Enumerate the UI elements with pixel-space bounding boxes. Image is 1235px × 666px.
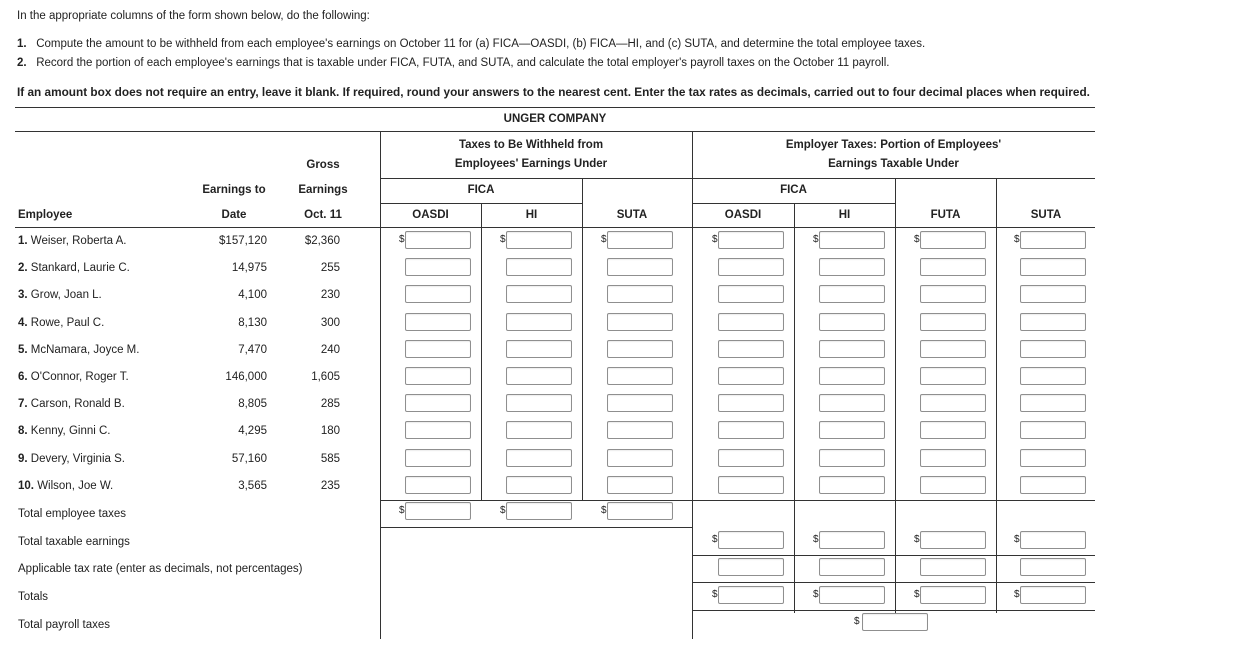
gross-earnings: 300	[320, 317, 340, 329]
er-futa-input[interactable]	[920, 340, 986, 358]
employee-name	[18, 371, 129, 383]
er-suta-taxable-earnings-input[interactable]	[1020, 531, 1086, 549]
er-hi-totals-input[interactable]	[819, 586, 885, 604]
withheld-header-1: Taxes to Be Withheld from	[458, 139, 604, 151]
employee-name-text: McNamara, Joyce M.	[30, 344, 140, 356]
er-hi-taxable-earnings-input[interactable]	[819, 531, 885, 549]
hi-header-withheld: HI	[525, 209, 538, 221]
total-taxable-earnings-label: Total taxable earnings	[18, 536, 130, 548]
employee-number: 2.	[18, 262, 31, 274]
earnings-to-date: 7,470	[238, 344, 267, 356]
ee-hi-input[interactable]	[506, 421, 572, 439]
earnings-to-date: 146,000	[225, 371, 267, 383]
employee-number: 4.	[18, 317, 31, 329]
ee-suta-input[interactable]	[607, 313, 673, 331]
instructions-note: If an amount box does not require an entry, leave it blank. If required, round your answers to the nearest cent. Enter the tax rates as decimals, carried out to four decimal places when required.	[17, 85, 1090, 99]
dollar-sign: $	[399, 505, 405, 516]
employee-name-text: Carson, Ronald B.	[30, 398, 125, 410]
gross-earnings: 1,605	[311, 371, 340, 383]
col-divider-futa	[895, 178, 896, 613]
er-hi-input[interactable]	[819, 340, 885, 358]
total-payroll-taxes-label: Total payroll taxes	[18, 619, 111, 631]
earnings-to-date: 8,130	[238, 317, 267, 329]
er-suta-input[interactable]	[1020, 421, 1086, 439]
oasdi-header-employer: OASDI	[724, 209, 762, 221]
er-suta-input[interactable]	[1020, 231, 1086, 249]
earnings-to-date: 14,975	[231, 262, 267, 274]
employee-name-text: O'Connor, Roger T.	[30, 371, 129, 383]
employee-header: Employee	[18, 209, 73, 221]
ee-oasdi-input[interactable]	[405, 394, 471, 412]
employee-number: 9.	[18, 453, 31, 465]
er-suta-input[interactable]	[1020, 394, 1086, 412]
er-futa-input[interactable]	[920, 313, 986, 331]
er-oasdi-input[interactable]	[718, 313, 784, 331]
er-hi-input[interactable]	[819, 421, 885, 439]
er-hi-input[interactable]	[819, 367, 885, 385]
er-futa-input[interactable]	[920, 421, 986, 439]
ee-oasdi-input[interactable]	[405, 258, 471, 276]
employee-name-text: Weiser, Roberta A.	[30, 235, 127, 247]
ee-oasdi-input[interactable]	[405, 421, 471, 439]
ee-hi-input[interactable]	[506, 394, 572, 412]
top-rule	[15, 107, 1095, 108]
company-rule	[15, 131, 1095, 132]
gross-earnings: 285	[320, 398, 340, 410]
ee-oasdi-input[interactable]	[405, 231, 471, 249]
earnings-to-date: 4,100	[238, 289, 267, 301]
employee-name-text: Kenny, Ginni C.	[30, 425, 111, 437]
er-futa-input[interactable]	[920, 231, 986, 249]
dollar-sign: $	[500, 505, 506, 516]
ee-suta-input[interactable]	[607, 476, 673, 494]
dollar-sign: $	[1014, 534, 1020, 545]
er-oasdi-tax-rate-input[interactable]	[718, 558, 784, 576]
ee-oasdi-input[interactable]	[405, 449, 471, 467]
er-futa-input[interactable]	[920, 394, 986, 412]
er-oasdi-input[interactable]	[718, 231, 784, 249]
employer-header-2: Earnings Taxable Under	[828, 158, 959, 170]
er-suta-input[interactable]	[1020, 449, 1086, 467]
dollar-sign: $	[500, 234, 506, 245]
total-employee-taxes-rule	[380, 527, 692, 528]
gross-earnings: 180	[320, 425, 340, 437]
er-oasdi-input[interactable]	[718, 340, 784, 358]
gross-earnings: 235	[320, 480, 340, 492]
dollar-sign: $	[399, 234, 405, 245]
ee-oasdi-input[interactable]	[405, 285, 471, 303]
step-1-number: 1.	[17, 38, 27, 50]
er-futa-totals-input[interactable]	[920, 586, 986, 604]
instruction-step-2	[17, 57, 889, 69]
col-divider-hi	[481, 204, 482, 500]
gross-earnings: $2,360	[304, 235, 340, 247]
instruction-step-1	[17, 38, 925, 50]
ee-oasdi-total-input[interactable]	[405, 502, 471, 520]
er-futa-input[interactable]	[920, 367, 986, 385]
er-suta-tax-rate-input[interactable]	[1020, 558, 1086, 576]
earnings-to-date: 8,805	[238, 398, 267, 410]
subheader-rule	[380, 178, 1095, 179]
earnings-to-header-1: Earnings to	[202, 184, 266, 196]
suta-header-withheld: SUTA	[616, 209, 648, 221]
totals-label: Totals	[18, 591, 49, 603]
er-futa-input[interactable]	[920, 449, 986, 467]
earnings-to-header-2: Date	[221, 209, 247, 221]
dollar-sign: $	[712, 234, 718, 245]
dollar-sign: $	[1014, 589, 1020, 600]
employee-name	[18, 344, 139, 356]
ee-hi-input[interactable]	[506, 367, 572, 385]
employee-name	[18, 425, 110, 437]
employee-number: 10.	[18, 480, 38, 492]
er-oasdi-taxable-earnings-input[interactable]	[718, 531, 784, 549]
employee-name-text: Grow, Joan L.	[30, 289, 102, 301]
gross-earnings: 585	[320, 453, 340, 465]
er-hi-input[interactable]	[819, 313, 885, 331]
step-2-number: 2.	[17, 57, 27, 69]
col-divider-employer	[692, 131, 693, 639]
earnings-to-date: 3,565	[238, 480, 267, 492]
dollar-sign: $	[601, 505, 607, 516]
employee-number: 3.	[18, 289, 31, 301]
dollar-sign: $	[601, 234, 607, 245]
employee-number: 1.	[18, 235, 31, 247]
ee-oasdi-input[interactable]	[405, 340, 471, 358]
er-suta-input[interactable]	[1020, 258, 1086, 276]
gross-header-2: Earnings	[298, 184, 348, 196]
employee-name	[18, 480, 113, 492]
er-hi-input[interactable]	[819, 285, 885, 303]
ee-hi-total-input[interactable]	[506, 502, 572, 520]
company-name: UNGER COMPANY	[503, 113, 607, 125]
ee-hi-input[interactable]	[506, 231, 572, 249]
col-divider-er-hi	[794, 204, 795, 613]
dollar-sign: $	[813, 589, 819, 600]
employee-block-rule	[380, 500, 1095, 501]
dollar-sign: $	[712, 534, 718, 545]
ee-suta-input[interactable]	[607, 258, 673, 276]
employee-name	[18, 398, 125, 410]
ee-oasdi-input[interactable]	[405, 313, 471, 331]
fica-rule-right	[692, 203, 895, 204]
instructions-intro: In the appropriate columns of the form shown below, do the following:	[17, 10, 370, 22]
er-oasdi-input[interactable]	[718, 258, 784, 276]
er-oasdi-input[interactable]	[718, 394, 784, 412]
col-divider-withheld	[380, 131, 381, 639]
header-bottom-rule	[15, 227, 1095, 228]
er-hi-input[interactable]	[819, 394, 885, 412]
ee-suta-input[interactable]	[607, 231, 673, 249]
employee-number: 6.	[18, 371, 31, 383]
employee-number: 8.	[18, 425, 31, 437]
er-hi-input[interactable]	[819, 476, 885, 494]
fica-header-employer: FICA	[780, 184, 807, 196]
ee-hi-input[interactable]	[506, 449, 572, 467]
er-oasdi-input[interactable]	[718, 285, 784, 303]
ee-oasdi-input[interactable]	[405, 476, 471, 494]
er-oasdi-input[interactable]	[718, 367, 784, 385]
dollar-sign: $	[813, 234, 819, 245]
er-hi-tax-rate-input[interactable]	[819, 558, 885, 576]
employee-name	[18, 235, 126, 247]
ee-suta-input[interactable]	[607, 449, 673, 467]
er-suta-totals-input[interactable]	[1020, 586, 1086, 604]
dollar-sign: $	[813, 534, 819, 545]
er-suta-input[interactable]	[1020, 285, 1086, 303]
tax-rate-rule	[692, 582, 1095, 583]
employee-name	[18, 317, 104, 329]
ee-hi-input[interactable]	[506, 313, 572, 331]
gross-earnings: 240	[320, 344, 340, 356]
earnings-to-date: 57,160	[231, 453, 267, 465]
ee-hi-input[interactable]	[506, 476, 572, 494]
hi-header-employer: HI	[838, 209, 851, 221]
fica-header-withheld: FICA	[467, 184, 495, 196]
ee-suta-input[interactable]	[607, 285, 673, 303]
ee-suta-input[interactable]	[607, 394, 673, 412]
er-hi-input[interactable]	[819, 258, 885, 276]
futa-header: FUTA	[930, 209, 961, 221]
totals-rule	[692, 610, 1095, 611]
earnings-to-date: 4,295	[238, 425, 267, 437]
er-futa-taxable-earnings-input[interactable]	[920, 531, 986, 549]
suta-header-employer: SUTA	[1030, 209, 1062, 221]
ee-suta-input[interactable]	[607, 340, 673, 358]
er-hi-input[interactable]	[819, 449, 885, 467]
ee-hi-input[interactable]	[506, 285, 572, 303]
er-oasdi-totals-input[interactable]	[718, 586, 784, 604]
gross-earnings: 255	[320, 262, 340, 274]
ee-suta-input[interactable]	[607, 367, 673, 385]
ee-suta-total-input[interactable]	[607, 502, 673, 520]
dollar-sign: $	[854, 616, 860, 627]
er-oasdi-input[interactable]	[718, 421, 784, 439]
er-hi-input[interactable]	[819, 231, 885, 249]
ee-oasdi-input[interactable]	[405, 367, 471, 385]
dollar-sign: $	[914, 589, 920, 600]
employee-name	[18, 289, 102, 301]
er-futa-input[interactable]	[920, 285, 986, 303]
employee-name-text: Stankard, Laurie C.	[30, 262, 130, 274]
er-suta-input[interactable]	[1020, 313, 1086, 331]
oasdi-header-withheld: OASDI	[412, 209, 449, 221]
col-divider-er-suta	[996, 178, 997, 613]
total-employee-taxes-label: Total employee taxes	[18, 508, 127, 520]
gross-header-1: Gross	[306, 159, 340, 171]
dollar-sign: $	[712, 589, 718, 600]
tax-rate-label: Applicable tax rate (enter as decimals, not percentages)	[18, 563, 303, 575]
employee-name-text: Rowe, Paul C.	[30, 317, 105, 329]
withheld-header-2: Employees' Earnings Under	[454, 158, 608, 170]
employer-header-1: Employer Taxes: Portion of Employees'	[785, 139, 1002, 151]
employee-name-text: Wilson, Joe W.	[37, 480, 114, 492]
employee-name	[18, 453, 125, 465]
gross-earnings: 230	[320, 289, 340, 301]
er-futa-input[interactable]	[920, 476, 986, 494]
employee-name	[18, 262, 130, 274]
dollar-sign: $	[1014, 234, 1020, 245]
er-futa-tax-rate-input[interactable]	[920, 558, 986, 576]
er-suta-input[interactable]	[1020, 476, 1086, 494]
gross-header-3: Oct. 11	[304, 209, 342, 221]
step-2-text: Record the portion of each employee's earnings that is taxable under FICA, FUTA, and SUTA, and calculate the total employer's payroll taxes on the October 11 payroll.	[36, 57, 890, 69]
employee-number: 5.	[18, 344, 31, 356]
ee-hi-input[interactable]	[506, 340, 572, 358]
er-futa-input[interactable]	[920, 258, 986, 276]
dollar-sign: $	[914, 534, 920, 545]
er-suta-input[interactable]	[1020, 367, 1086, 385]
total-payroll-taxes-input[interactable]	[862, 613, 928, 631]
dollar-sign: $	[914, 234, 920, 245]
taxable-earnings-rule	[692, 555, 1095, 556]
employee-number: 7.	[18, 398, 31, 410]
er-suta-input[interactable]	[1020, 340, 1086, 358]
step-1-text: Compute the amount to be withheld from each employee's earnings on October 11 for (a) FICA—OASDI, (b) FICA—HI, and (c) SUTA, and determine the total employee taxes.	[36, 38, 926, 50]
earnings-to-date: $157,120	[219, 235, 267, 247]
ee-suta-input[interactable]	[607, 421, 673, 439]
er-oasdi-input[interactable]	[718, 449, 784, 467]
ee-hi-input[interactable]	[506, 258, 572, 276]
fica-rule-left	[380, 203, 582, 204]
employee-name-text: Devery, Virginia S.	[30, 453, 125, 465]
er-oasdi-input[interactable]	[718, 476, 784, 494]
